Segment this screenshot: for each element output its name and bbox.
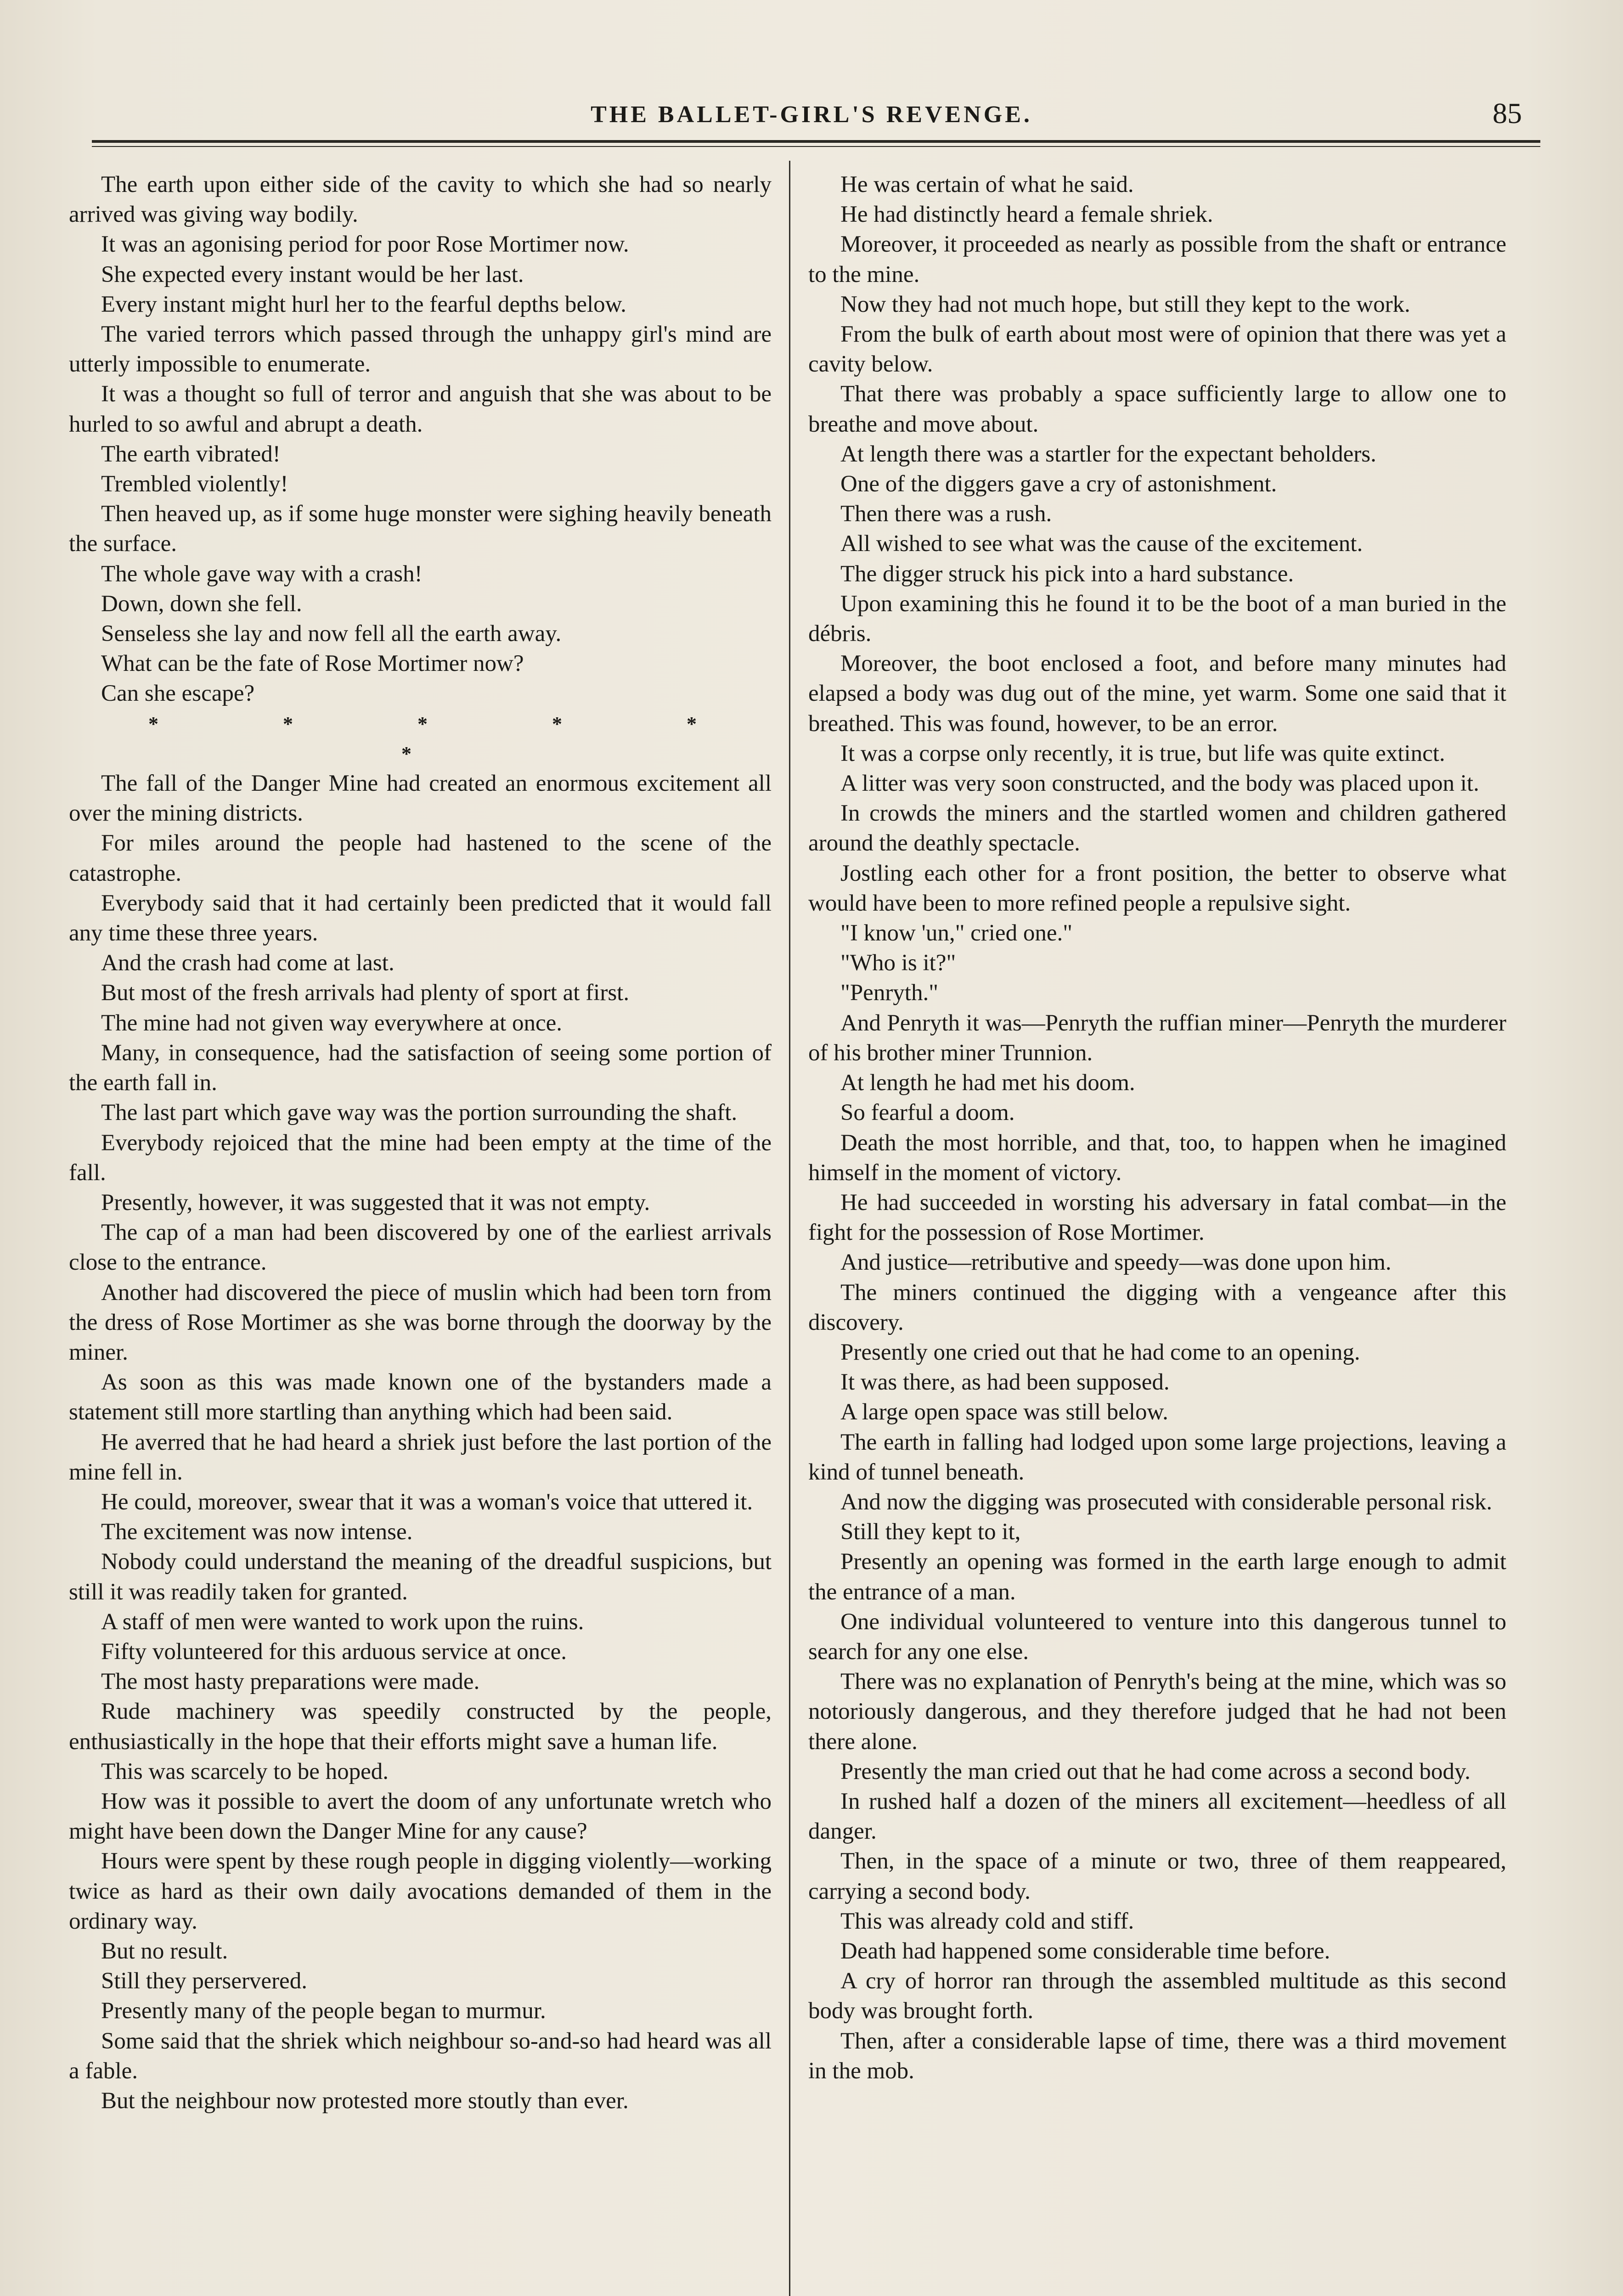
paragraph: It was there, as had been supposed.: [840, 1369, 1170, 1396]
paragraph: He was certain of what he said.: [840, 172, 1134, 197]
paragraph: A staff of men were wanted to work upon the ruins.: [101, 1609, 584, 1635]
paragraph: But most of the fresh arrivals had plenty of sport at first.: [101, 980, 630, 1006]
paragraph: At length there was a startler for the expectant beholders.: [840, 441, 1376, 467]
paragraph: The last part which gave way was the portion surrounding the shaft.: [101, 1100, 738, 1126]
paragraph: This was scarcely to be hoped.: [101, 1758, 389, 1784]
paragraph: At length he had met his doom.: [840, 1070, 1135, 1096]
paragraph: The whole gave way with a crash!: [101, 561, 423, 587]
left-text-column: [69, 170, 772, 2296]
paragraph: Presently an opening was formed in the earth large enough to admit the entrance of a man.: [808, 1549, 1506, 1605]
paragraph: He averred that he had heard a shriek just before the last portion of the mine fell in.: [69, 1429, 772, 1485]
paragraph: "Penryth.": [840, 980, 939, 1006]
paragraph: A large open space was still below.: [840, 1399, 1168, 1425]
paragraph: This was already cold and stiff.: [840, 1908, 1134, 1934]
running-title: THE BALLET-GIRL'S REVENGE.: [591, 101, 1032, 128]
paragraph: "I know 'un," cried one.": [840, 920, 1073, 946]
paragraph: That there was probably a space sufficiently large to allow one to breathe and move about.: [808, 381, 1506, 437]
header-rule: [92, 140, 1540, 143]
paragraph: The earth upon either side of the cavity to which she had so nearly arrived was giving way bodily.: [69, 172, 772, 228]
paragraph: But the neighbour now protested more stoutly than ever.: [101, 2088, 629, 2114]
paragraph: All wished to see what was the cause of the excitement.: [840, 531, 1363, 557]
paragraph: A cry of horror ran through the assembled multitude as this second body was brought forth.: [808, 1968, 1506, 2024]
paragraph: Can she escape?: [101, 681, 255, 707]
paragraph: Then heaved up, as if some huge monster were sighing heavily beneath the surface.: [69, 501, 772, 557]
column-divider: [789, 161, 790, 2296]
paragraph: He had succeeded in worsting his adversary in fatal combat—in the fight for the possession of Rose Mortimer.: [808, 1189, 1506, 1246]
paragraph: She expected every instant would be her last.: [101, 261, 524, 287]
paragraph: Another had discovered the piece of muslin which had been torn from the dress of Rose Mortimer as she was borne through the doorway by the miner.: [69, 1279, 772, 1365]
paragraph: Some said that the shriek which neighbour so-and-so had heard was all a fable.: [69, 2028, 772, 2084]
paragraph: For miles around the people had hastened to the scene of the catastrophe.: [69, 830, 772, 886]
paragraph: And Penryth it was—Penryth the ruffian miner—Penryth the murderer of his brother miner Trunnion.: [808, 1010, 1506, 1066]
paragraph: Trembled violently!: [101, 471, 288, 497]
paragraph: The varied terrors which passed through the unhappy girl's mind are utterly impossible to enumerate.: [69, 321, 772, 377]
paragraph: A litter was very soon constructed, and the body was placed upon it.: [840, 771, 1479, 797]
right-text-column: [808, 170, 1506, 2296]
paragraph: Hours were spent by these rough people in digging violently—working twice as hard as their own daily avocations demanded of them in the ordinary way.: [69, 1848, 772, 1934]
paragraph: Senseless she lay and now fell all the earth away.: [101, 621, 562, 647]
paragraph: Death had happened some considerable time before.: [840, 1938, 1330, 1964]
paragraph: Then, in the space of a minute or two, three of them reappeared, carrying a second body.: [808, 1848, 1506, 1904]
paragraph: One of the diggers gave a cry of astonishment.: [840, 471, 1277, 497]
paragraph: What can be the fate of Rose Mortimer now?: [101, 651, 524, 677]
paragraph: Still they kept to it,: [840, 1519, 1021, 1545]
paragraph: The fall of the Danger Mine had created an enormous excitement all over the mining districts.: [69, 771, 772, 827]
paragraph: Rude machinery was speedily constructed by the people, enthusiastically in the hope that their efforts might save a human life.: [69, 1699, 772, 1755]
paragraph: The earth in falling had lodged upon some large projections, leaving a kind of tunnel beneath.: [808, 1429, 1506, 1485]
paragraph: Jostling each other for a front position, the better to observe what would have been to more refined people a repulsive sight.: [808, 860, 1506, 916]
paragraph: Moreover, the boot enclosed a foot, and before many minutes had elapsed a body was dug out of the mine, yet warm. Some one said that it breathed. This was found, however, to be an error.: [808, 651, 1506, 737]
paragraph: It was an agonising period for poor Rose Mortimer now.: [101, 231, 629, 258]
paragraph: It was a corpse only recently, it is true, but life was quite extinct.: [840, 740, 1445, 766]
paragraph: The digger struck his pick into a hard substance.: [840, 561, 1294, 587]
paragraph: Then, after a considerable lapse of time, there was a third movement in the mob.: [808, 2028, 1506, 2084]
page-number: 85: [1493, 97, 1522, 129]
paragraph: The excitement was now intense.: [101, 1519, 413, 1545]
paragraph: Presently the man cried out that he had come across a second body.: [840, 1758, 1471, 1784]
paragraph: Now they had not much hope, but still they kept to the work.: [840, 291, 1410, 317]
paragraph: Everybody rejoiced that the mine had been empty at the time of the fall.: [69, 1130, 772, 1186]
paragraph: And now the digging was prosecuted with considerable personal risk.: [840, 1489, 1493, 1515]
paragraph: Death the most horrible, and that, too, to happen when he imagined himself in the moment of victory.: [808, 1130, 1506, 1186]
paragraph: From the bulk of earth about most were of opinion that there was yet a cavity below.: [808, 321, 1506, 377]
paragraph: The most hasty preparations were made.: [101, 1669, 480, 1695]
paragraph: The mine had not given way everywhere at once.: [101, 1010, 563, 1036]
paragraph: Everybody said that it had certainly been predicted that it would fall any time these three years.: [69, 890, 772, 946]
paragraph: Presently one cried out that he had come to an opening.: [840, 1339, 1360, 1365]
paragraph: Presently many of the people began to murmur.: [101, 1998, 546, 2024]
header-rule-thin: [92, 146, 1540, 147]
paragraph: Presently, however, it was suggested that it was not empty.: [101, 1189, 650, 1216]
paragraph: Still they perservered.: [101, 1968, 307, 1994]
paragraph: As soon as this was made known one of the bystanders made a statement still more startling than anything which had been said.: [69, 1369, 772, 1425]
paragraph: And justice—retributive and speedy—was done upon him.: [840, 1249, 1392, 1276]
paragraph: He could, moreover, swear that it was a woman's voice that uttered it.: [101, 1489, 753, 1515]
paragraph: And the crash had come at last.: [101, 950, 394, 976]
paragraph: In crowds the miners and the startled women and children gathered around the deathly spectacle.: [808, 800, 1506, 856]
paragraph: The miners continued the digging with a vengeance after this discovery.: [808, 1279, 1506, 1335]
paragraph: "Who is it?": [840, 950, 956, 976]
paragraph: It was a thought so full of terror and anguish that she was about to be hurled to so awful and abrupt a death.: [69, 381, 772, 437]
paragraph: So fearful a doom.: [840, 1100, 1015, 1126]
paragraph: Down, down she fell.: [101, 591, 302, 617]
paragraph: Nobody could understand the meaning of the dreadful suspicions, but still it was readily taken for granted.: [69, 1549, 772, 1605]
running-header: [92, 92, 1531, 142]
paragraph: There was no explanation of Penryth's being at the mine, which was so notoriously dangerous, and they therefore judged that he had not been there alone.: [808, 1669, 1506, 1755]
paragraph: But no result.: [101, 1938, 228, 1964]
paragraph: Fifty volunteered for this arduous service at once.: [101, 1638, 567, 1665]
paragraph: How was it possible to avert the doom of any unfortunate wretch who might have been down the Danger Mine for any cause?: [69, 1788, 772, 1845]
paragraph: Many, in consequence, had the satisfaction of seeing some portion of the earth fall in.: [69, 1040, 772, 1096]
paragraph: Then there was a rush.: [840, 501, 1052, 527]
paragraph: The cap of a man had been discovered by one of the earliest arrivals close to the entrance.: [69, 1220, 772, 1276]
paragraph: He had distinctly heard a female shriek.: [840, 202, 1213, 228]
paragraph: Every instant might hurl her to the fearful depths below.: [101, 291, 626, 317]
paragraph: Moreover, it proceeded as nearly as possible from the shaft or entrance to the mine.: [808, 231, 1506, 287]
paragraph: One individual volunteered to venture into this dangerous tunnel to search for any one else.: [808, 1609, 1506, 1665]
paragraph: The earth vibrated!: [101, 441, 281, 467]
paragraph: In rushed half a dozen of the miners all excitement—heedless of all danger.: [808, 1788, 1506, 1845]
section-break-stars: * * * * * *: [148, 712, 756, 765]
paragraph: Upon examining this he found it to be the boot of a man buried in the débris.: [808, 591, 1506, 647]
